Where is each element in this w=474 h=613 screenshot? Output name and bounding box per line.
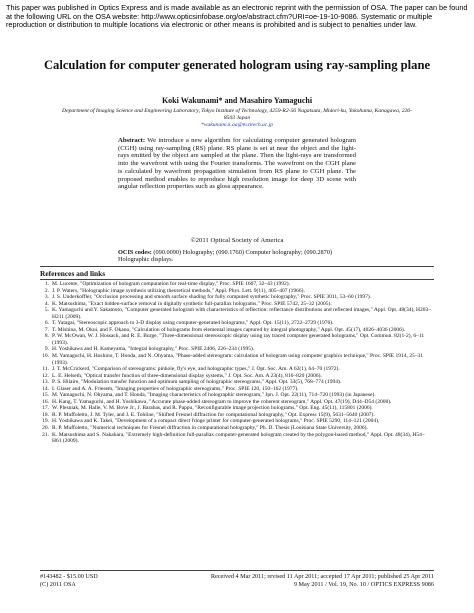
reference-text: T. Yatagai, "Stereoscopic approach to 3-D display using computer-generated holograms," Appl. Opt. 15(11), 2722–2729 (1976). — [52, 320, 334, 327]
paper-title: Calculation for computer generated hologram using ray-sampling plane — [43, 58, 431, 72]
reference-number: 8. — [44, 333, 49, 340]
abstract — [118, 137, 356, 191]
reference-number: 16. — [42, 398, 49, 405]
reference-text: L. E. Helseth, "Optical transfer function of three-dimensional display systems," J. Opt. Soc. Am. A 23(4), 816–820 (2006). — [52, 372, 322, 379]
paper-authors: Koki Wakunami* and Masahiro Yamaguchi — [161, 96, 313, 105]
footer-journal-info: 9 May 2011 / Vol. 19, No. 10 / OPTICS EXPRESS 9086 — [293, 580, 434, 588]
footer-article-id: #143482 - $15.00 USD — [40, 573, 98, 580]
reference-text: P. W. McOwan, W. J. Hossack, and R. E. Burge, "Three-dimensional stereoscopic display using ray traced computer generated holograms," Opt. Commun. 82(1-2), 6–11 (1993). — [52, 333, 425, 346]
footer-rule — [40, 570, 434, 571]
reference-number: 18. — [42, 411, 49, 418]
reference-text: K. Yamaguchi and Y. Sakamoto, "Computer generated hologram with characteristics of reflection: reflectance distributions and reflected images," Appl. Opt. 48(34), H203–H211 (2009). — [52, 307, 431, 320]
references-top-rule — [40, 266, 434, 267]
reference-text: I. Glaser and A. A. Friesem, "Imaging properties of holographic stereograms," Proc. SPIE 120, 150–162 (1977). — [52, 385, 299, 392]
reference-number: 1. — [44, 281, 49, 287]
reference-text: J. S. Underkoffler, "Occlusion processing and smooth surface shading for fully computed synthetic holography," Proc. SPIE 3011, 53–60 (1997). — [52, 294, 372, 301]
reference-number: 10. — [42, 353, 49, 360]
reference-text: H. Yoshikawa and K. Takei, "Development of a compact direct fringe printer for computer-generated holograms," Proc. SPIE 5290, 114–121 (2004). — [52, 418, 380, 425]
reference-number: 12. — [42, 372, 49, 379]
reference-number: 7. — [44, 326, 49, 333]
ocis-text: (090.0090) Holography; (090.1760) Computer holography; (090.2870) Holographic displays. — [118, 249, 333, 264]
reference-number: 15. — [42, 392, 49, 399]
reference-number: 6. — [44, 320, 49, 327]
reference-number: 20. — [42, 425, 49, 432]
reference-number: 17. — [42, 405, 49, 412]
footer-right — [160, 573, 434, 588]
reference-number: 5. — [44, 307, 49, 314]
reference-text: R. P. Muffoletto, J. M. Tyler, and J. E. Tohline, "Shifted Fresnel diffraction for computational holography," Opt. Express 15(9), 5631–5640 (2007). — [52, 411, 375, 418]
reference-text: W. Plesniak, M. Halle, V. M. Bove Jr., J. Barabas, and R. Pappu, "Reconfigurable image projection holograms," Opt. Eng. 45(11), 115801 (2006). — [52, 405, 373, 412]
paper-affiliation — [60, 108, 414, 129]
reference-text: M. Yamaguchi, N. Ohyama, and T. Honda, "Imaging characteristics of holographic stereogram," Jpn. J. Opt. 22(11), 714–720 (1993) (in Japanese). — [52, 392, 376, 399]
reference-number: 4. — [44, 300, 49, 307]
reference-text: H. Kang, T. Yamaguchi, and H. Yoshikawa, "Accurate phase-added stereogram to improve the coherent stereogram," Appl. Opt. 47(19), D44–D54 (2008). — [52, 398, 392, 405]
reference-text: J. T. McCrickerd, "Comparison of stereograms: pinhole, fly's eye, and holographic types," J. Opt. Soc. Am. A 62(1), 64–70 (1972). — [52, 366, 340, 373]
copyright-line: ©2011 Optical Society of America — [190, 237, 284, 244]
reference-number: 11. — [42, 366, 49, 373]
footer-left — [40, 573, 98, 588]
reference-text: M. Lucente, "Optimization of hologram computation for real-time display," Proc. SPIE 1667, 32–43 (1992). — [52, 281, 290, 287]
abstract-label: Abstract: — [118, 137, 146, 144]
reference-number: 19. — [42, 418, 49, 425]
references-heading: References and links — [40, 269, 106, 278]
footer-dates: Received 4 Mar 2011; revised 11 Apr 2011; accepted 17 Apr 2011; published 25 Apr 2011 — [210, 573, 434, 580]
reference-text: T. Mishina, M. Okui, and F. Okano, "Calculation of holograms from elemental images captured by integral photography," Appl. Opt. 45(17), 4026–4036 (2006). — [52, 326, 406, 333]
abstract-text: We introduce a new algorithm for calculating computer generated hologram (CGH) using ray-sampling (RS) plane. RS plane is set at near the object and the light-rays emitted by the object are sampled at the plane. Then the light-rays are transformed into the wavefront with using the Fourier transforms. The wavefront on the CGH plane is calculated by wavefront propagation simulation from RS plane to CGH plane. The proposed method enables to reproduce high resolution image for deep 3D scene with angular reflection properties such as gloss appearance. — [118, 137, 356, 191]
reference-text: K. Matsushima, "Exact hidden-surface removal in digitally synthetic full-parallax holograms," Proc. SPIE 5742, 25–32 (2005). — [52, 300, 332, 307]
reference-text: M. Yamaguchi, H. Hoshino, T. Honda, and N. Ohyama, "Phase-added stereogram: calculation of hologram using computer graphics technique," Proc. SPIE 1914, 25–31 (1993). — [52, 353, 424, 366]
affiliation-text: Department of Imaging Science and Engineering Laboratory, Tokyo Institute of Technology, 4259-R2-56 Nagatsuta, Midori-ku, Yokohama, Kanagawa, 226-8503 Japan — [62, 108, 412, 121]
reference-number: 21. — [42, 431, 49, 438]
references-heading-rule — [40, 279, 434, 280]
reference-text: K. Matsushima and S. Nakahara, "Extremely high-definition full-parallax computer-generated hologram created by the polygon-based method," Appl. Opt. 48(34), H54–H61 (2009). — [52, 431, 425, 445]
footer-copyright: (C) 2011 OSA — [40, 580, 76, 588]
reprint-notice: This paper was published in Optics Express and is made available as an electronic reprint with the permission of OSA. The paper can be found at the following URL on the OSA website: http://www.opticsinfobase.org/oe/abstract.cfm?URI=oe-19-10-9086. Systematic or multiple reproduction or distribution to multiple locations via electronic or other means is prohibited and is subject to penalties under law. — [6, 3, 468, 30]
reference-number: 3. — [44, 294, 49, 301]
author-email-link[interactable]: *wakunami.k.aa@m.titech.ac.jp — [200, 122, 274, 128]
reference-number: 14. — [42, 385, 49, 392]
reference-item — [40, 307, 434, 320]
reference-number: 2. — [44, 287, 49, 294]
references-list — [40, 281, 434, 445]
ocis-codes — [118, 249, 356, 264]
reference-number: 13. — [42, 379, 49, 386]
reference-item — [40, 333, 434, 346]
reference-text: R. P. Muffoletto, "Numerical techniques for Fresnel diffraction in computational holography," Ph. D. Thesis (Louisiana State University, 2006). — [52, 425, 368, 432]
reference-text: P. S. Hilaire, "Modulation transfer function and optimum sampling of holographic stereograms," Appl. Opt. 33(5), 768–774 (1994). — [52, 379, 342, 386]
reference-item — [40, 353, 434, 366]
reference-text: H. Yoshikawa and H. Kameyama, "Integral holography," Proc. SPIE 2406, 226–234 (1995). — [52, 346, 255, 353]
ocis-label: OCIS codes: — [118, 249, 152, 256]
reference-number: 9. — [44, 346, 49, 353]
reference-item — [40, 432, 434, 445]
reference-text: J. P. Waters, "Holographic image synthesis utilizing theoretical methods," Appl. Phys. Lett. 9(11), 405–407 (1966). — [52, 287, 305, 294]
